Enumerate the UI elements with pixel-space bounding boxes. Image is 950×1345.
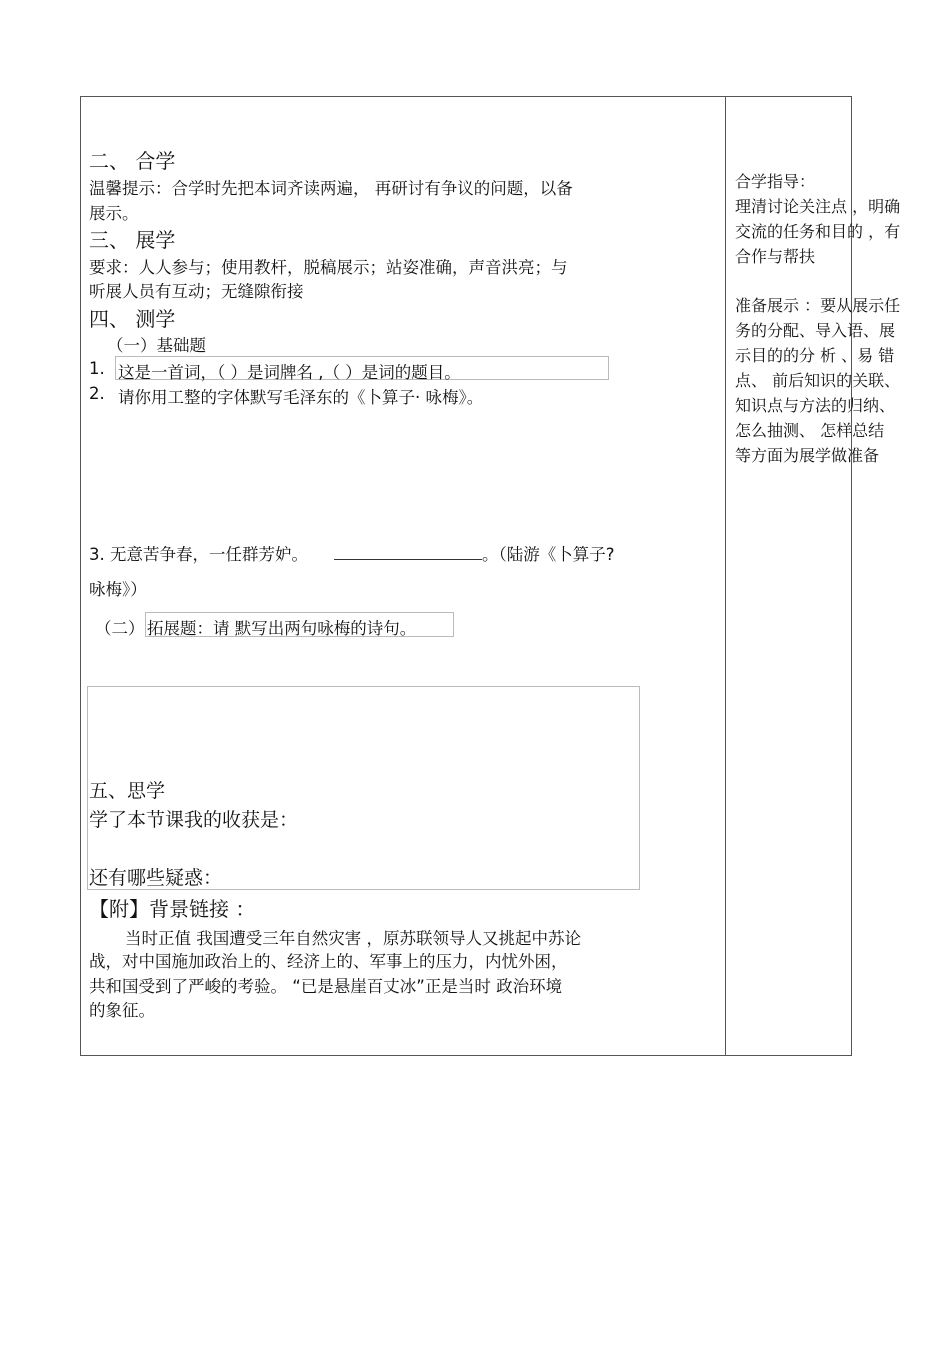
question-2-number: 2. [89, 384, 105, 403]
guide-title: 合学指导： [735, 172, 816, 191]
section-3-req-line1: 要求：人人参与；使用教杆，脱稿展示；站姿准确，声音洪亮；与 [89, 258, 568, 277]
prep-line2: 务的分配、导入语、展 [735, 321, 896, 340]
section-3-req-line2: 听展人员有互动；无缝隙衔接 [89, 282, 304, 301]
gain-label: 学了本节课我的收获是： [89, 809, 299, 831]
guide-line2: 交流的任务和目的 ，有 [735, 222, 901, 241]
question-1-number: 1. [89, 359, 105, 378]
section-2-tip-line1: 温馨提示：合学时先把本词齐读两遍， 再研讨有争议的问题，以备 [89, 179, 573, 198]
prep-line3: 示目的的分 析 、易 错 [735, 346, 895, 365]
appendix-title: 【附】背景链接 ： [89, 897, 256, 921]
extension-prefix: （二） [95, 619, 145, 638]
prep-line4: 点、 前后知识的关联、 [735, 371, 901, 390]
prep-line6: 怎么抽测、 怎样总结 [735, 421, 885, 440]
column-divider [725, 97, 726, 1055]
section-2-tip-line2: 展示。 [89, 204, 139, 223]
background-line2: 战，对中国施加政治上的、经济上的、军事上的压力，内忧外困， [89, 952, 568, 971]
question-1-text: 这是一首词，（ ）是词牌名 ,（ ）是词的题目。 [118, 363, 461, 382]
right-prep-panel [735, 293, 900, 468]
basic-questions-title: （一）基础题 [107, 336, 206, 355]
reflection-box [87, 686, 640, 890]
section-2-title: 二、 合学 [89, 149, 176, 173]
question-3-text-c: 咏梅》） [89, 580, 147, 599]
question-2-text: 请你用工整的字体默写毛泽东的《卜算子· 咏梅》。 [118, 388, 484, 407]
doubt-label: 还有哪些疑惑： [89, 867, 223, 889]
question-3-text-b: 。（陆游《卜算子? [482, 545, 615, 564]
background-line3: 共和国受到了严峻的考验。 “已是悬崖百丈冰”正是当时 政治环境 [89, 977, 563, 996]
extension-text: 拓展题：请 默写出两句咏梅的诗句。 [147, 619, 417, 638]
section-5-title: 五、思学 [89, 780, 166, 802]
prep-line1: 准备展示 ：要从展示任 [735, 296, 901, 315]
right-guide-panel [735, 169, 900, 269]
question-3-blank [334, 545, 482, 564]
background-line4: 的象征。 [89, 1001, 155, 1020]
section-4-title: 四、 测学 [89, 307, 176, 331]
section-3-title: 三、 展学 [89, 228, 176, 252]
question-3-text-a: 3. 无意苦争春，一任群芳妒。 [89, 545, 308, 564]
prep-line5: 知识点与方法的归纳、 [735, 396, 896, 415]
prep-line7: 等方面为展学做准备 [735, 446, 880, 465]
guide-line1: 理清讨论关注点 ，明确 [735, 197, 901, 216]
guide-line3: 合作与帮扶 [735, 247, 816, 266]
background-line1: 当时正值 我国遭受三年自然灾害 ，原苏联领导人又挑起中苏论 [125, 929, 581, 948]
worksheet-table [80, 96, 901, 1056]
